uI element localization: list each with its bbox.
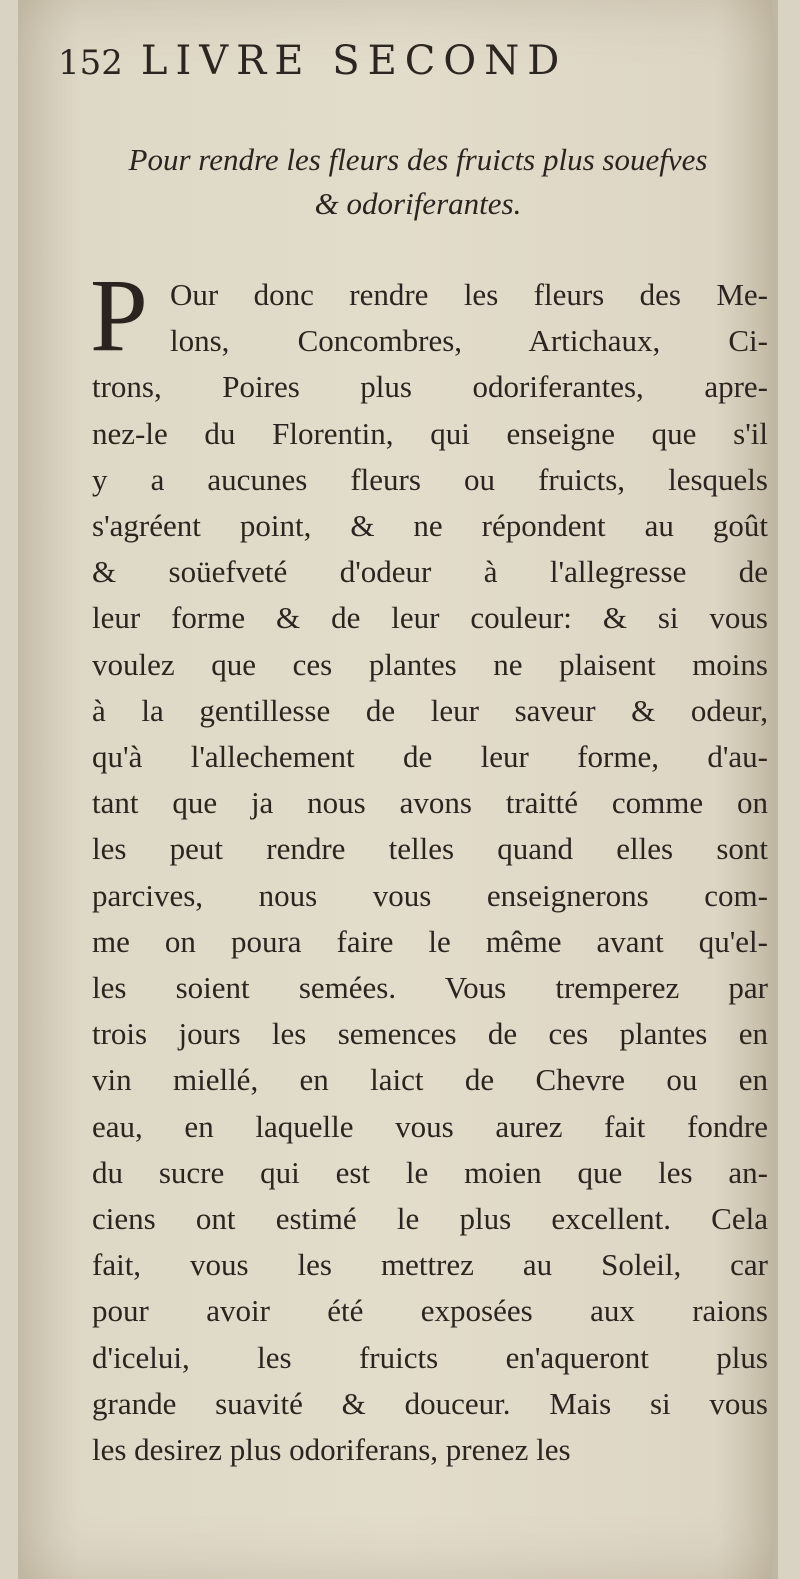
book-page bbox=[18, 0, 778, 1579]
text-line: leur forme & de leur couleur: & si vous bbox=[92, 600, 768, 636]
text-line: pour avoir été exposées aux raions bbox=[92, 1293, 768, 1329]
text-line: grande suavité & douceur. Mais si vous bbox=[92, 1385, 768, 1421]
text-line: Our donc rendre les fleurs des Me- bbox=[170, 277, 768, 312]
text-line: trons, Poires plus odoriferantes, apre- bbox=[92, 369, 768, 405]
text-line: me on poura faire le même avant qu'el- bbox=[92, 923, 768, 959]
page-edge bbox=[772, 0, 778, 1579]
text-line: eau, en laquelle vous aurez fait fondre bbox=[92, 1108, 768, 1144]
text-line: d'icelui, les fruicts en'aqueront plus bbox=[92, 1339, 768, 1375]
text-line: parcives, nous vous enseignerons com- bbox=[92, 877, 768, 913]
drop-cap: P bbox=[90, 258, 148, 373]
text-line: fait, vous les mettrez au Soleil, car bbox=[92, 1247, 768, 1283]
running-head bbox=[58, 38, 567, 84]
text-line: vin miellé, en laict de Chevre ou en bbox=[92, 1062, 768, 1098]
text-line: qu'à l'allechement de leur forme, d'au- bbox=[92, 739, 768, 775]
text-line: à la gentillesse de leur saveur & odeur, bbox=[92, 692, 768, 728]
heading-line-2: & odoriferantes. bbox=[314, 186, 522, 221]
text-line: du sucre qui est le moien que les an- bbox=[92, 1154, 768, 1190]
text-line: ciens ont estimé le plus excellent. Cela bbox=[92, 1201, 768, 1237]
text-line: s'agréent point, & ne répondent au goût bbox=[92, 508, 768, 544]
body-paragraph bbox=[92, 272, 768, 1473]
text-line: les peut rendre telles quand elles sont bbox=[92, 831, 768, 867]
text-line: y a aucunes fleurs ou fruicts, lesquels bbox=[92, 461, 768, 497]
text-line: lons, Concombres, Artichaux, Ci- bbox=[170, 323, 768, 359]
text-line: trois jours les semences de ces plantes en bbox=[92, 1016, 768, 1052]
page-number: 152 bbox=[58, 43, 123, 83]
text-line: tant que ja nous avons traitté comme on bbox=[92, 785, 768, 821]
heading-line-1: Pour rendre les fleurs des fruicts plus souefves bbox=[128, 142, 708, 177]
running-head-title: LIVRE SECOND bbox=[140, 38, 568, 84]
text-line: nez-le du Florentin, qui enseigne que s'il bbox=[92, 415, 768, 451]
text-line: les soient semées. Vous tremperez par bbox=[92, 970, 768, 1006]
text-line: & soüefveté d'odeur à l'allegresse de bbox=[92, 554, 768, 590]
section-heading bbox=[78, 138, 758, 226]
text-line: voulez que ces plantes ne plaisent moins bbox=[92, 646, 768, 682]
text-line: les desirez plus odoriferans, prenez les bbox=[92, 1432, 571, 1468]
